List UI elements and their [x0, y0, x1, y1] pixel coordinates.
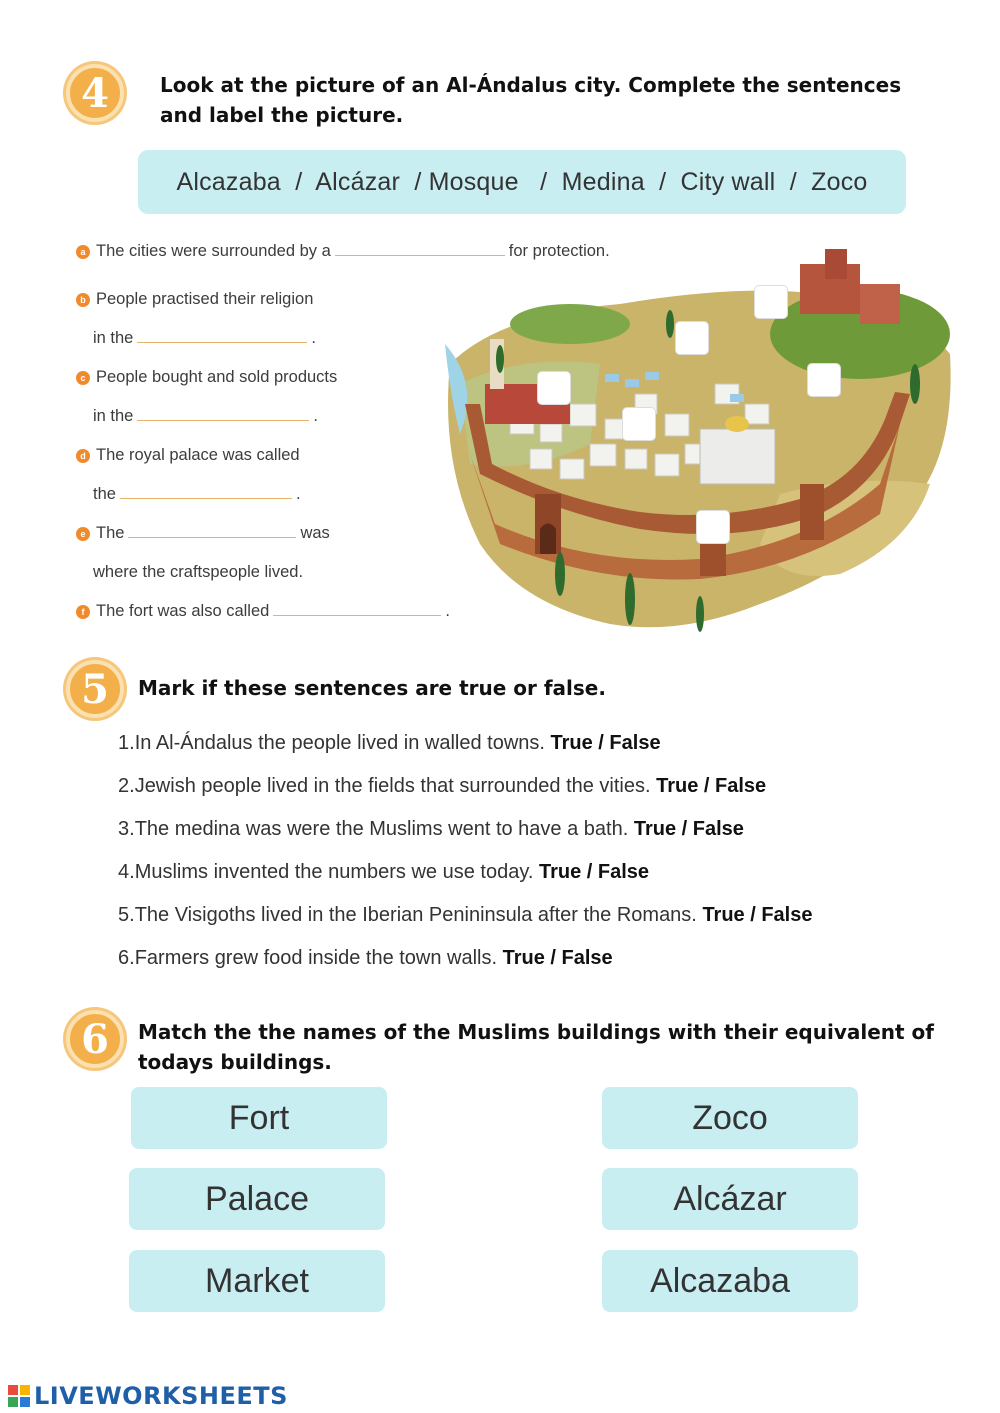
- true-false-option[interactable]: True / False: [656, 775, 767, 797]
- match-right-3[interactable]: [602, 1250, 858, 1312]
- section-5-number: 5: [81, 665, 109, 713]
- match-right-label: Alcazaba: [650, 1261, 790, 1300]
- sentence-c-text: People bought and sold products: [96, 368, 338, 386]
- match-left-label: Market: [205, 1261, 309, 1300]
- word-bank-text: Alcazaba / Alcázar / Mosque / Medina / City wall / Zoco: [176, 167, 868, 196]
- tf-statement: Muslims invented the numbers we use today.: [134, 861, 534, 883]
- sentence-e-line1: [76, 524, 330, 543]
- tf-number: 4.: [118, 861, 135, 883]
- tf-statement: The Visigoths lived in the Iberian Penininsula after the Romans.: [134, 904, 697, 926]
- section-6-instruction-line2: todays buildings.: [138, 1050, 332, 1074]
- sentence-c-line1: [76, 368, 337, 387]
- tf-number: 2.: [118, 775, 135, 797]
- liveworksheets-logo-icon: [8, 1385, 30, 1407]
- sentence-d-post: .: [295, 485, 301, 503]
- sentence-d-line2: [93, 485, 301, 504]
- match-left-1[interactable]: [131, 1087, 387, 1149]
- true-false-option[interactable]: True / False: [702, 904, 813, 926]
- tf-item-2: [118, 775, 766, 798]
- blank-d[interactable]: [120, 496, 292, 499]
- tf-number: 5.: [118, 904, 135, 926]
- blank-e[interactable]: [128, 535, 296, 538]
- sentence-b-line1: [76, 290, 313, 309]
- blank-f[interactable]: [273, 613, 441, 616]
- sentence-b-line2: [93, 329, 316, 348]
- sentence-d-text: The royal palace was called: [96, 446, 300, 464]
- word-bank: [138, 150, 906, 214]
- sentence-b-pre: in the: [93, 329, 134, 347]
- blank-b[interactable]: [137, 340, 307, 343]
- sentence-c-post: .: [313, 407, 318, 425]
- match-right-label: Zoco: [692, 1098, 768, 1137]
- city-illustration-svg: [440, 244, 960, 640]
- true-false-option[interactable]: True / False: [550, 732, 661, 754]
- bullet-e: e: [76, 527, 90, 541]
- label-box-2[interactable]: [676, 322, 708, 354]
- sentence-d-line1: [76, 446, 300, 465]
- match-left-label: Palace: [205, 1179, 309, 1218]
- al-andalus-city-illustration: [440, 244, 960, 640]
- section-4-number: 4: [81, 69, 109, 117]
- tf-item-5: [118, 904, 813, 927]
- section-5-number-badge: [66, 660, 124, 718]
- sentence-f-pre: The fort was also called: [96, 602, 270, 620]
- section-6-instruction: [138, 1017, 934, 1077]
- label-box-3[interactable]: [808, 364, 840, 396]
- footer-brand: [8, 1382, 288, 1410]
- bullet-f: f: [76, 605, 90, 619]
- true-false-option[interactable]: True / False: [538, 861, 650, 883]
- tf-statement: In Al-Ándalus the people lived in walled towns.: [134, 732, 545, 754]
- tf-number: 6.: [118, 947, 135, 969]
- section-4-instruction: [160, 70, 901, 130]
- tf-item-6: [118, 947, 613, 970]
- sentence-f: [76, 602, 450, 621]
- sentence-b-post: .: [311, 329, 316, 347]
- sentence-a-post: for protection.: [508, 242, 610, 260]
- match-right-2[interactable]: [602, 1168, 858, 1230]
- section-4-instruction-line2: and label the picture.: [160, 103, 404, 127]
- footer-brand-text: LIVEWORKSHEETS: [34, 1382, 288, 1410]
- match-left-2[interactable]: [129, 1168, 385, 1230]
- bullet-a: a: [76, 245, 90, 259]
- bullet-d: d: [76, 449, 90, 463]
- label-box-4[interactable]: [538, 372, 570, 404]
- label-box-1[interactable]: [755, 286, 787, 318]
- tf-number: 1.: [118, 732, 135, 754]
- blank-c[interactable]: [137, 418, 309, 421]
- sentence-c-line2: [93, 407, 318, 426]
- sentence-e-line2: [93, 563, 303, 582]
- sentence-e-pre: The: [96, 524, 125, 542]
- sentence-a-pre: The cities were surrounded by a: [96, 242, 331, 260]
- match-left-label: Fort: [228, 1098, 290, 1137]
- section-5-instruction: Mark if these sentences are true or false.: [138, 676, 606, 700]
- sentence-e-text: where the craftspeople lived.: [93, 563, 304, 581]
- match-right-1[interactable]: [602, 1087, 858, 1149]
- tf-item-3: [118, 818, 744, 841]
- true-false-option[interactable]: True / False: [502, 947, 613, 969]
- tf-number: 3.: [118, 818, 135, 840]
- sentence-c-pre: in the: [93, 407, 134, 425]
- sentence-d-pre: the: [93, 485, 116, 503]
- sentence-f-post: .: [445, 602, 450, 620]
- section-6-number: 6: [81, 1015, 109, 1063]
- tf-statement: Jewish people lived in the fields that surrounded the vities.: [134, 775, 651, 797]
- section-4-instruction-line1: Look at the picture of an Al-Ándalus city. Complete the sentences: [160, 73, 902, 97]
- tf-statement: The medina was were the Muslims went to have a bath.: [134, 818, 634, 840]
- tf-statement: Farmers grew food inside the town walls.: [134, 947, 498, 969]
- section-6-number-badge: [66, 1010, 124, 1068]
- label-box-5[interactable]: [623, 408, 655, 440]
- bullet-c: c: [76, 371, 90, 385]
- section-4-number-badge: [66, 64, 124, 122]
- sentence-b-text: People practised their religion: [96, 290, 314, 308]
- label-box-6[interactable]: [697, 511, 729, 543]
- sentence-e-post: was: [300, 524, 330, 542]
- tf-item-1: [118, 732, 661, 755]
- tf-item-4: [118, 861, 649, 884]
- true-false-option[interactable]: True / False: [633, 818, 744, 840]
- section-6-instruction-line1: Match the the names of the Muslims buildings with their equivalent of: [138, 1020, 934, 1044]
- match-left-3[interactable]: [129, 1250, 385, 1312]
- match-right-label: Alcázar: [673, 1179, 787, 1218]
- bullet-b: b: [76, 293, 90, 307]
